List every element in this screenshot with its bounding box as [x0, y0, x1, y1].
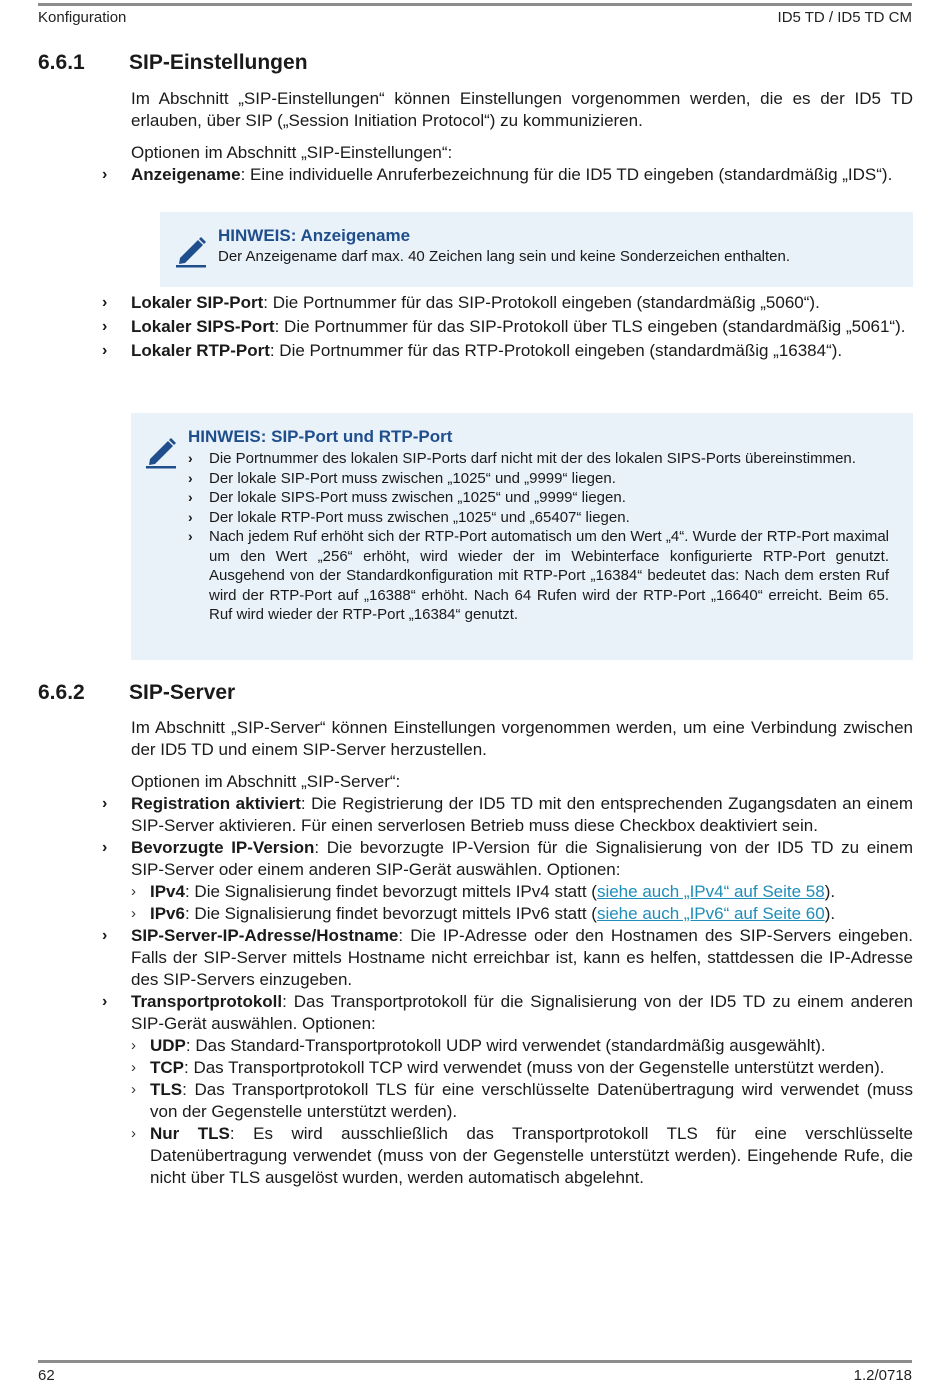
sub-item-udp: › UDP: Das Standard-Transportprotokoll UDP wird verwendet (standardmäßig ausgewählt). — [131, 1036, 826, 1055]
chevron-right-icon: › — [188, 450, 193, 466]
link-ipv4[interactable]: siehe auch „IPv4“ auf Seite 58 — [596, 882, 825, 901]
sec2-options-label: Optionen im Abschnitt „SIP-Server“: — [131, 772, 401, 791]
document-version: 1.2/0718 — [853, 1367, 912, 1384]
sec1-list-2 — [102, 292, 913, 362]
sec1-options — [131, 142, 913, 164]
sub-item-tls: › TLS: Das Transportprotokoll TLS für eine verschlüsselte Datenübertragung wird verwendet (muss von der Gegenstelle unterstützt werden). — [131, 1080, 913, 1121]
list-item-sips-port — [102, 316, 913, 338]
term: IPv4 — [150, 882, 185, 901]
chevron-right-icon: › — [102, 839, 108, 856]
sec1-list-1 — [102, 164, 913, 186]
chevron-right-icon: › — [131, 1081, 136, 1098]
sec1-intro-block — [131, 88, 913, 132]
chevron-right-icon: › — [102, 795, 108, 812]
desc: : Die Portnummer für das RTP-Protokoll eingeben (standardmäßig „16384“). — [269, 341, 843, 360]
note-bullet: › Nach jedem Ruf erhöht sich der RTP-Port automatisch um den Wert „4“. Wurde der RTP-Port maximal um den Wert „256“ erhöht, wird wieder der im Webinterface konfigurierte RTP-Port genutzt. Ausgehend von der Standardkonfiguration mit RTP-Port „16384“ bedeutet das: Nach dem ersten Ruf wird der RTP-Port auf „16388“ erhöht. Nach 64 Rufen wird der RTP-Port „16640“ erreicht. Beim 65. Ruf wird wieder der RTP-Port „16384“ genutzt. — [188, 528, 889, 623]
desc: : Die Registrierung der ID5 TD mit den entsprechenden Zugangsdaten an einem SIP-Server aktivieren. Für einen serverlosen Betrieb muss diese Checkbox deaktiviert sein. — [131, 794, 913, 835]
note-text: Der Anzeigename darf max. 40 Zeichen lang sein und keine Sonderzeichen enthalten. — [218, 248, 791, 265]
chevron-right-icon: › — [102, 993, 108, 1010]
header-rule — [38, 3, 912, 6]
chevron-right-icon: › — [102, 318, 108, 335]
chevron-right-icon: › — [131, 1037, 136, 1054]
chevron-right-icon: › — [131, 905, 136, 922]
footer-rule — [38, 1360, 912, 1363]
desc: : Die Portnummer für das SIP-Protokoll über TLS eingeben (standardmäßig „5061“). — [274, 317, 906, 336]
section-title: SIP-Einstellungen — [129, 51, 308, 74]
term: Transportprotokoll — [131, 992, 283, 1011]
list-item-transport — [102, 991, 913, 1189]
ip-version-options — [131, 881, 913, 925]
note-bullet: › Der lokale SIPS-Port muss zwischen „1025“ und „9999“ liegen. — [188, 489, 626, 506]
sec2-options — [131, 771, 913, 793]
note-bullet: › Der lokale RTP-Port muss zwischen „1025“ und „65407“ liegen. — [188, 508, 630, 526]
sub-item-ipv4: › IPv4: Die Signalisierung findet bevorzugt mittels IPv4 statt (siehe auch „IPv4“ auf Seite 58). — [131, 882, 836, 901]
list-item-sip-port — [102, 292, 913, 314]
sec1-options-label: Optionen im Abschnitt „SIP-Einstellungen“: — [131, 143, 453, 162]
link-ipv6[interactable]: siehe auch „IPv6“ auf Seite 60 — [596, 904, 825, 923]
desc: : Die Signalisierung findet bevorzugt mittels IPv6 statt ( — [184, 904, 597, 923]
transport-options — [131, 1035, 913, 1189]
desc: : Die IP-Adresse oder den Hostnamen des SIP-Servers eingeben. Falls der SIP-Server mittels Hostname nicht erreichbar ist, kann es helfen, stattdessen die IP-Adresse des SIP-Servers einzugeben. — [131, 926, 913, 989]
chevron-right-icon: › — [188, 469, 193, 486]
term: Lokaler SIPS-Port — [131, 317, 275, 336]
list-item-hostname — [102, 925, 913, 991]
desc: : Das Transportprotokoll für die Signalisierung von der ID5 TD zu einem anderen SIP-Gerät auswählen. Optionen: — [131, 992, 913, 1033]
page-number: 62 — [38, 1367, 55, 1384]
section-heading-sip-server — [38, 681, 235, 705]
chevron-right-icon: › — [102, 166, 108, 183]
chevron-right-icon: › — [188, 528, 193, 544]
list-item-rtp-port — [102, 340, 913, 362]
note-title: HINWEIS: Anzeigename — [218, 226, 411, 245]
term: Registration aktiviert — [131, 794, 301, 813]
section-number: 6.6.1 — [38, 51, 85, 74]
pencil-icon — [174, 232, 208, 268]
sub-item-tcp: › TCP: Das Transportprotokoll TCP wird verwendet (muss von der Gegenstelle unterstützt werden). — [131, 1058, 885, 1077]
note-anzeigename — [160, 212, 913, 287]
term: SIP-Server-IP-Adresse/Hostname — [131, 926, 399, 945]
desc: : Die bevorzugte IP-Version für die Signalisierung von der ID5 TD zu einem SIP-Server oder einem anderen SIP-Gerät auswählen. Optionen: — [131, 838, 913, 879]
header-product: ID5 TD / ID5 TD CM — [777, 9, 912, 26]
desc: : Eine individuelle Anruferbezeichnung für die ID5 TD eingeben (standardmäßig „IDS“). — [240, 165, 893, 184]
section-heading-sip-einstellungen — [38, 51, 308, 75]
note-bullet: › Die Portnummer des lokalen SIP-Ports darf nicht mit der des lokalen SIPS-Ports übereinstimmen. — [188, 450, 856, 467]
chevron-right-icon: › — [188, 508, 193, 525]
list-item-registration — [102, 793, 913, 837]
term: IPv6 — [150, 904, 185, 923]
list-item-ip-version — [102, 837, 913, 925]
desc: : Die Portnummer für das SIP-Protokoll eingeben (standardmäßig „5060“). — [263, 293, 820, 312]
section-title: SIP-Server — [129, 681, 236, 704]
sub-item-ipv6: › IPv6: Die Signalisierung findet bevorzugt mittels IPv6 statt (siehe auch „IPv6“ auf Seite 60). — [131, 904, 836, 923]
term: Lokaler RTP-Port — [131, 341, 270, 360]
chevron-right-icon: › — [102, 294, 108, 311]
sec2-list — [102, 793, 914, 1189]
chevron-right-icon: › — [102, 927, 108, 944]
chevron-right-icon: › — [188, 489, 193, 505]
pencil-icon — [144, 433, 178, 469]
term: Anzeigename — [131, 165, 241, 184]
note-sip-rtp-port — [131, 413, 913, 660]
header-chapter: Konfiguration — [38, 9, 127, 26]
desc: : Die Signalisierung findet bevorzugt mittels IPv4 statt ( — [184, 882, 597, 901]
chevron-right-icon: › — [131, 883, 136, 900]
chevron-right-icon: › — [131, 1059, 136, 1076]
sec2-intro-block — [131, 717, 913, 761]
section-number: 6.6.2 — [38, 681, 85, 704]
note-title: HINWEIS: SIP-Port und RTP-Port — [188, 427, 453, 446]
sub-item-nur-tls: › Nur TLS: Es wird ausschließlich das Transportprotokoll TLS für eine verschlüsselte Datenübertragung verwendet (muss von der Gegenstelle unterstützt werden). Eingehende Rufe, die nicht über TLS ausgelöst wurden, werden automatisch abgelehnt. — [131, 1124, 914, 1187]
note-bullet: › Der lokale SIP-Port muss zwischen „1025“ und „9999“ liegen. — [188, 469, 616, 487]
term: Lokaler SIP-Port — [131, 293, 264, 312]
sec1-intro: Im Abschnitt „SIP-Einstellungen“ können Einstellungen vorgenommen werden, die es der ID5 TD erlauben, über SIP („Session Initiation Protocol“) zu kommunizieren. — [131, 89, 913, 130]
chevron-right-icon: › — [102, 342, 108, 359]
note-bullet-list — [188, 449, 889, 625]
sec2-intro: Im Abschnitt „SIP-Server“ können Einstellungen vorgenommen werden, um eine Verbindung zwischen der ID5 TD und einem SIP-Server herzustellen. — [131, 718, 913, 759]
list-item-anzeigename — [102, 164, 913, 186]
term: Bevorzugte IP-Version — [131, 838, 315, 857]
chevron-right-icon: › — [131, 1125, 136, 1142]
